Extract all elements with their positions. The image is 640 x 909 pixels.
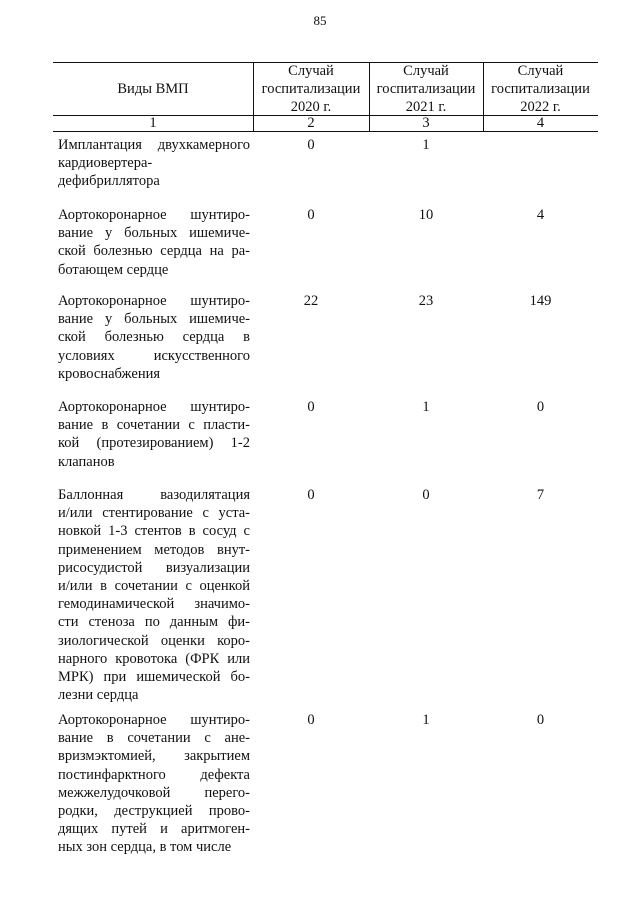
value-2022: 4: [536, 207, 545, 223]
procedure-name-line: Баллонная вазодилятация: [58, 487, 250, 503]
value-2020: 0: [307, 712, 315, 728]
procedure-name-line: Имплантация двухкамерного: [58, 137, 250, 153]
value-2021: 1: [422, 137, 430, 153]
header-text: Виды ВМП: [117, 80, 189, 97]
header-bottom-border: [53, 131, 598, 132]
procedure-name-line: сти стеноза по данным фи-: [58, 614, 250, 631]
procedure-name: [58, 206, 250, 279]
header-text: Случай госпитализации 2020 г.: [261, 62, 361, 115]
value-2022: 7: [536, 487, 545, 503]
header-cell-2020: [253, 62, 369, 115]
procedure-name-line: вание в сочетании с ане-: [58, 730, 250, 747]
procedure-name-line: ской болезнью сердца на ра-: [58, 243, 250, 260]
procedure-name: [58, 486, 250, 704]
procedure-name-line: условиях искусственного: [58, 347, 250, 364]
procedure-name-line: зиологической оценки коро-: [58, 632, 250, 649]
value-2020: 0: [307, 487, 315, 503]
procedure-name-line: Аортокоронарное шунтиро-: [58, 399, 250, 415]
procedure-name-line: родки, деструкцией прово-: [58, 803, 250, 820]
procedure-name: [58, 398, 250, 471]
procedure-name-line: кой (протезированием) 1-2: [58, 435, 250, 452]
procedure-name-line: нарного кровотока (ФРК или: [58, 650, 250, 667]
column-number: 4: [536, 115, 545, 131]
procedure-name-line: кровоснабжения: [58, 365, 161, 382]
procedure-name-line: лезни сердца: [58, 687, 139, 704]
procedure-name-line: и/или в сочетании с оценкой: [58, 578, 250, 595]
page-number: 85: [313, 13, 327, 28]
procedure-name-line: вание в сочетании с пласти-: [58, 417, 250, 434]
procedure-name: [58, 136, 250, 191]
procedure-name-line: кардиовертера-: [58, 155, 153, 172]
column-number: 1: [149, 115, 157, 131]
procedure-name-line: и/или стентирование с уста-: [58, 505, 250, 522]
procedure-name-line: Аортокоронарное шунтиро-: [58, 207, 250, 223]
value-2020: 0: [307, 399, 315, 415]
procedure-name-line: ботающем сердце: [58, 261, 169, 278]
value-2022: 149: [529, 293, 552, 309]
value-2020: 0: [307, 207, 315, 223]
procedure-name-line: клапанов: [58, 453, 115, 470]
procedure-name-line: вание у больных ишемиче-: [58, 311, 250, 328]
procedure-name-line: дящих путей и аритмоген-: [58, 821, 250, 838]
value-2022: 0: [536, 399, 545, 415]
procedure-name-line: вание у больных ишемиче-: [58, 225, 250, 242]
value-2022: 0: [536, 712, 545, 728]
header-cell-2021: [369, 62, 483, 115]
procedure-name-line: вризмэктомией, закрытием: [58, 748, 250, 765]
procedure-name-line: МРК) при ишемической бо-: [58, 669, 250, 686]
header-text: Случай госпитализации 2022 г.: [491, 62, 590, 115]
procedure-name: [58, 292, 250, 383]
procedure-name-line: межжелудочковой перего-: [58, 784, 250, 801]
procedure-name-line: рисосудистой визуализации: [58, 559, 250, 576]
value-2020: 22: [303, 293, 319, 309]
procedure-name-line: ской болезнью сердца в: [58, 329, 250, 346]
table-header: [53, 62, 598, 131]
column-number: 2: [307, 115, 315, 131]
value-2021: 23: [418, 293, 434, 309]
procedure-name-line: ных зон сердца, в том числе: [58, 839, 232, 856]
procedure-name-line: Аортокоронарное шунтиро-: [58, 293, 250, 309]
header-cell-2022: [483, 62, 598, 115]
procedure-name-line: новкой 1-3 стентов в сосуд с: [58, 523, 250, 540]
value-2021: 1: [422, 399, 430, 415]
procedure-name-line: постинфарктного дефекта: [58, 766, 250, 783]
header-text: Случай госпитализации 2021 г.: [376, 62, 476, 115]
value-2021: 10: [418, 207, 434, 223]
value-2020: 0: [307, 137, 315, 153]
value-2021: 0: [422, 487, 430, 503]
procedure-name-line: применением методов внут-: [58, 541, 250, 558]
column-number: 3: [422, 115, 430, 131]
header-cell-types: [53, 62, 253, 115]
value-2021: 1: [422, 712, 430, 728]
procedure-name-line: гемодинамической значимо-: [58, 596, 250, 613]
procedure-name: [58, 711, 250, 857]
procedure-name-line: дефибриллятора: [58, 173, 160, 190]
procedure-name-line: Аортокоронарное шунтиро-: [58, 712, 250, 728]
